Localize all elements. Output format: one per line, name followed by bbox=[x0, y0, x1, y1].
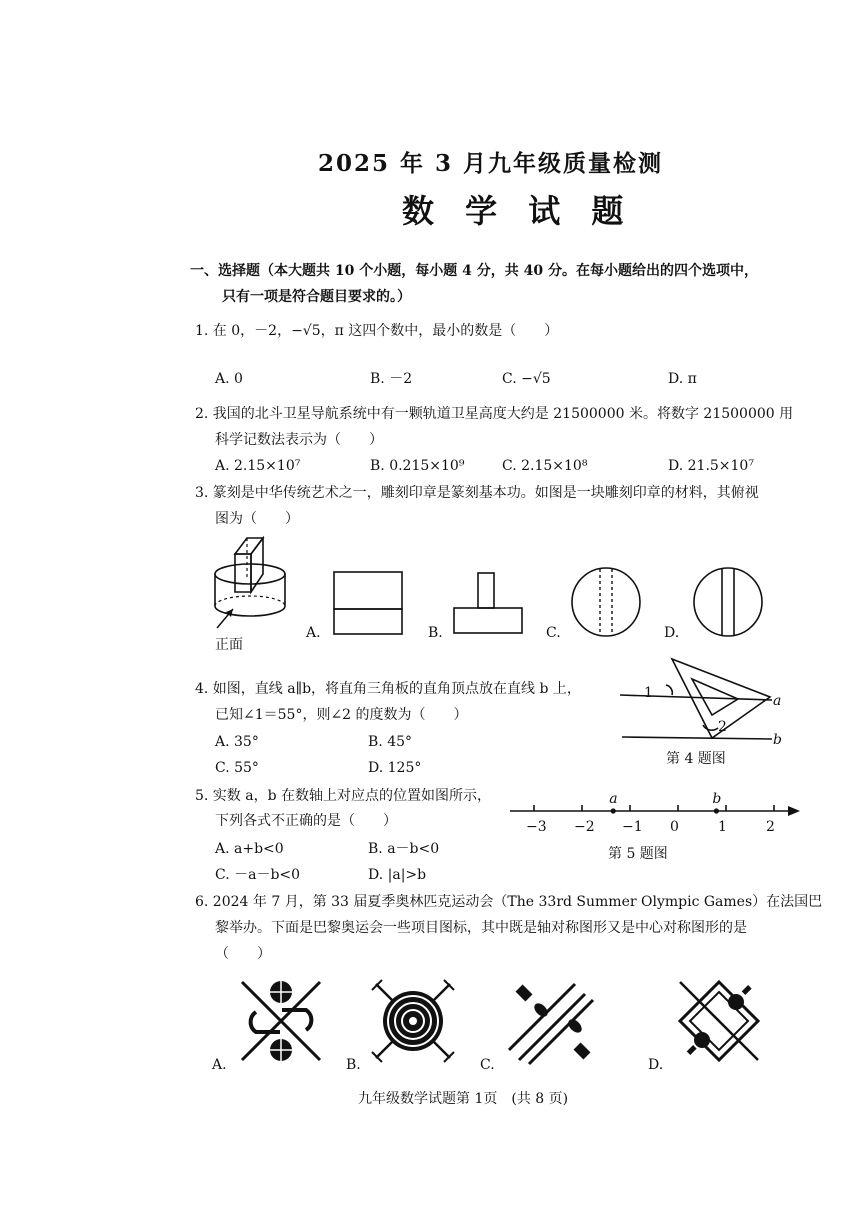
q2-stem-line2: 科学记数法表示为（ ） bbox=[215, 432, 383, 448]
q5-number-line bbox=[510, 796, 800, 846]
q3-option-b-figure bbox=[452, 571, 524, 635]
q5-option-b: B. a－b<0 bbox=[368, 841, 440, 857]
q6-stem-line1: 6. 2024 年 7 月，第 33 届夏季奥林匹克运动会（The 33rd Summer Olympic Games）在法国巴 bbox=[195, 894, 823, 910]
q1-option-a: A. 0 bbox=[215, 371, 243, 387]
q6-option-c-label: C. bbox=[480, 1057, 495, 1073]
number-line-tick-label: 0 bbox=[670, 819, 679, 835]
q2-option-a: A. 2.15×10⁷ bbox=[215, 458, 301, 474]
q4-option-c: C. 55° bbox=[215, 760, 259, 776]
q5-option-c: C. －a－b<0 bbox=[215, 867, 301, 883]
number-line-tick-label: 1 bbox=[718, 819, 727, 835]
q2-option-d: D. 21.5×10⁷ bbox=[668, 458, 754, 474]
q6-option-a-label: A. bbox=[212, 1057, 227, 1073]
number-line-point-b bbox=[714, 808, 719, 813]
q6-option-d-label: D. bbox=[648, 1057, 664, 1073]
q5-stem-line2: 下列各式不正确的是（ ） bbox=[215, 813, 397, 829]
q1-option-c: C. −√5 bbox=[502, 371, 551, 387]
q6-option-b-label: B. bbox=[346, 1057, 361, 1073]
q3-option-c-label: C. bbox=[546, 625, 561, 641]
q4-option-a: A. 35° bbox=[215, 734, 259, 750]
page-footer: 九年级数学试题第 1页 (共 8 页) bbox=[358, 1091, 569, 1107]
q4-stem-line1: 4. 如图，直线 a∥b，将直角三角板的直角顶点放在直线 b 上， bbox=[195, 681, 581, 697]
number-line-tick-label: −2 bbox=[574, 819, 595, 835]
q3-option-d-label: D. bbox=[664, 625, 680, 641]
section-heading-line1: 一、选择题（本大题共 10 个小题，每小题 4 分，共 40 分。在每小题给出的四个选项中， bbox=[190, 263, 758, 279]
q3-front-label: 正面 bbox=[215, 637, 243, 653]
q4-angle1-label: 1 bbox=[644, 685, 653, 701]
q3-option-d-figure bbox=[692, 566, 764, 638]
q6-stem-line3: （ ） bbox=[215, 946, 271, 962]
q6-stem-line2: 黎举办。下面是巴黎奥运会一些项目图标，其中既是轴对称图形又是中心对称图形的是 bbox=[215, 920, 747, 936]
q4-stem-line2: 已知∠1＝55°，则∠2 的度数为（ ） bbox=[215, 707, 468, 723]
badminton-icon bbox=[505, 980, 601, 1066]
q4-line-b-label: b bbox=[773, 732, 782, 748]
number-line-tick-label: −3 bbox=[526, 819, 547, 835]
q3-stem-line2: 图为（ ） bbox=[215, 511, 299, 527]
q4-option-b: B. 45° bbox=[368, 734, 413, 750]
table-tennis-icon bbox=[676, 978, 762, 1064]
q3-seal-figure bbox=[205, 534, 300, 634]
q1-option-d: D. π bbox=[668, 371, 697, 387]
q5-option-d: D. |a|>b bbox=[368, 867, 427, 883]
archery-target-icon bbox=[370, 978, 456, 1064]
section-heading-line2: 只有一项是符合题目要求的。） bbox=[222, 289, 411, 305]
number-line-point-label-b: b bbox=[712, 791, 722, 807]
number-line-tick-label: −1 bbox=[622, 819, 643, 835]
number-line-point-a bbox=[611, 808, 616, 813]
q4-line-a-label: a bbox=[773, 693, 782, 709]
q4-angle2-label: 2 bbox=[718, 719, 727, 735]
q4-option-d: D. 125° bbox=[368, 760, 422, 776]
q3-option-b-label: B. bbox=[428, 625, 443, 641]
q1-stem: 1. 在 0，－2，−√5，π 这四个数中，最小的数是（ ） bbox=[195, 323, 559, 339]
number-line-tick-label: 2 bbox=[766, 819, 775, 835]
subject-title: 数 学 试 题 bbox=[402, 192, 634, 230]
q2-option-b: B. 0.215×10⁹ bbox=[370, 458, 465, 474]
q5-stem-line1: 5. 实数 a，b 在数轴上对应点的位置如图所示， bbox=[195, 788, 492, 804]
q3-option-a-label: A. bbox=[306, 625, 321, 641]
q5-figure-caption: 第 5 题图 bbox=[608, 846, 668, 862]
q3-stem-line1: 3. 篆刻是中华传统艺术之一，雕刻印章是篆刻基本功。如图是一块雕刻印章的材料，其俯视 bbox=[195, 485, 759, 501]
exam-title: 2025 年 3 月九年级质量检测 bbox=[318, 150, 664, 177]
q3-option-a-figure bbox=[332, 570, 404, 636]
q3-option-c-figure bbox=[570, 566, 642, 638]
basketball-icon bbox=[238, 978, 324, 1064]
q2-option-c: C. 2.15×10⁸ bbox=[502, 458, 588, 474]
q5-option-a: A. a+b<0 bbox=[215, 841, 284, 857]
q2-stem-line1: 2. 我国的北斗卫星导航系统中有一颗轨道卫星高度大约是 21500000 米。将数字 21500000 用 bbox=[195, 406, 794, 422]
number-line-point-label-a: a bbox=[609, 791, 618, 807]
q1-option-b: B. －2 bbox=[370, 371, 413, 387]
q4-figure-caption: 第 4 题图 bbox=[666, 751, 726, 767]
